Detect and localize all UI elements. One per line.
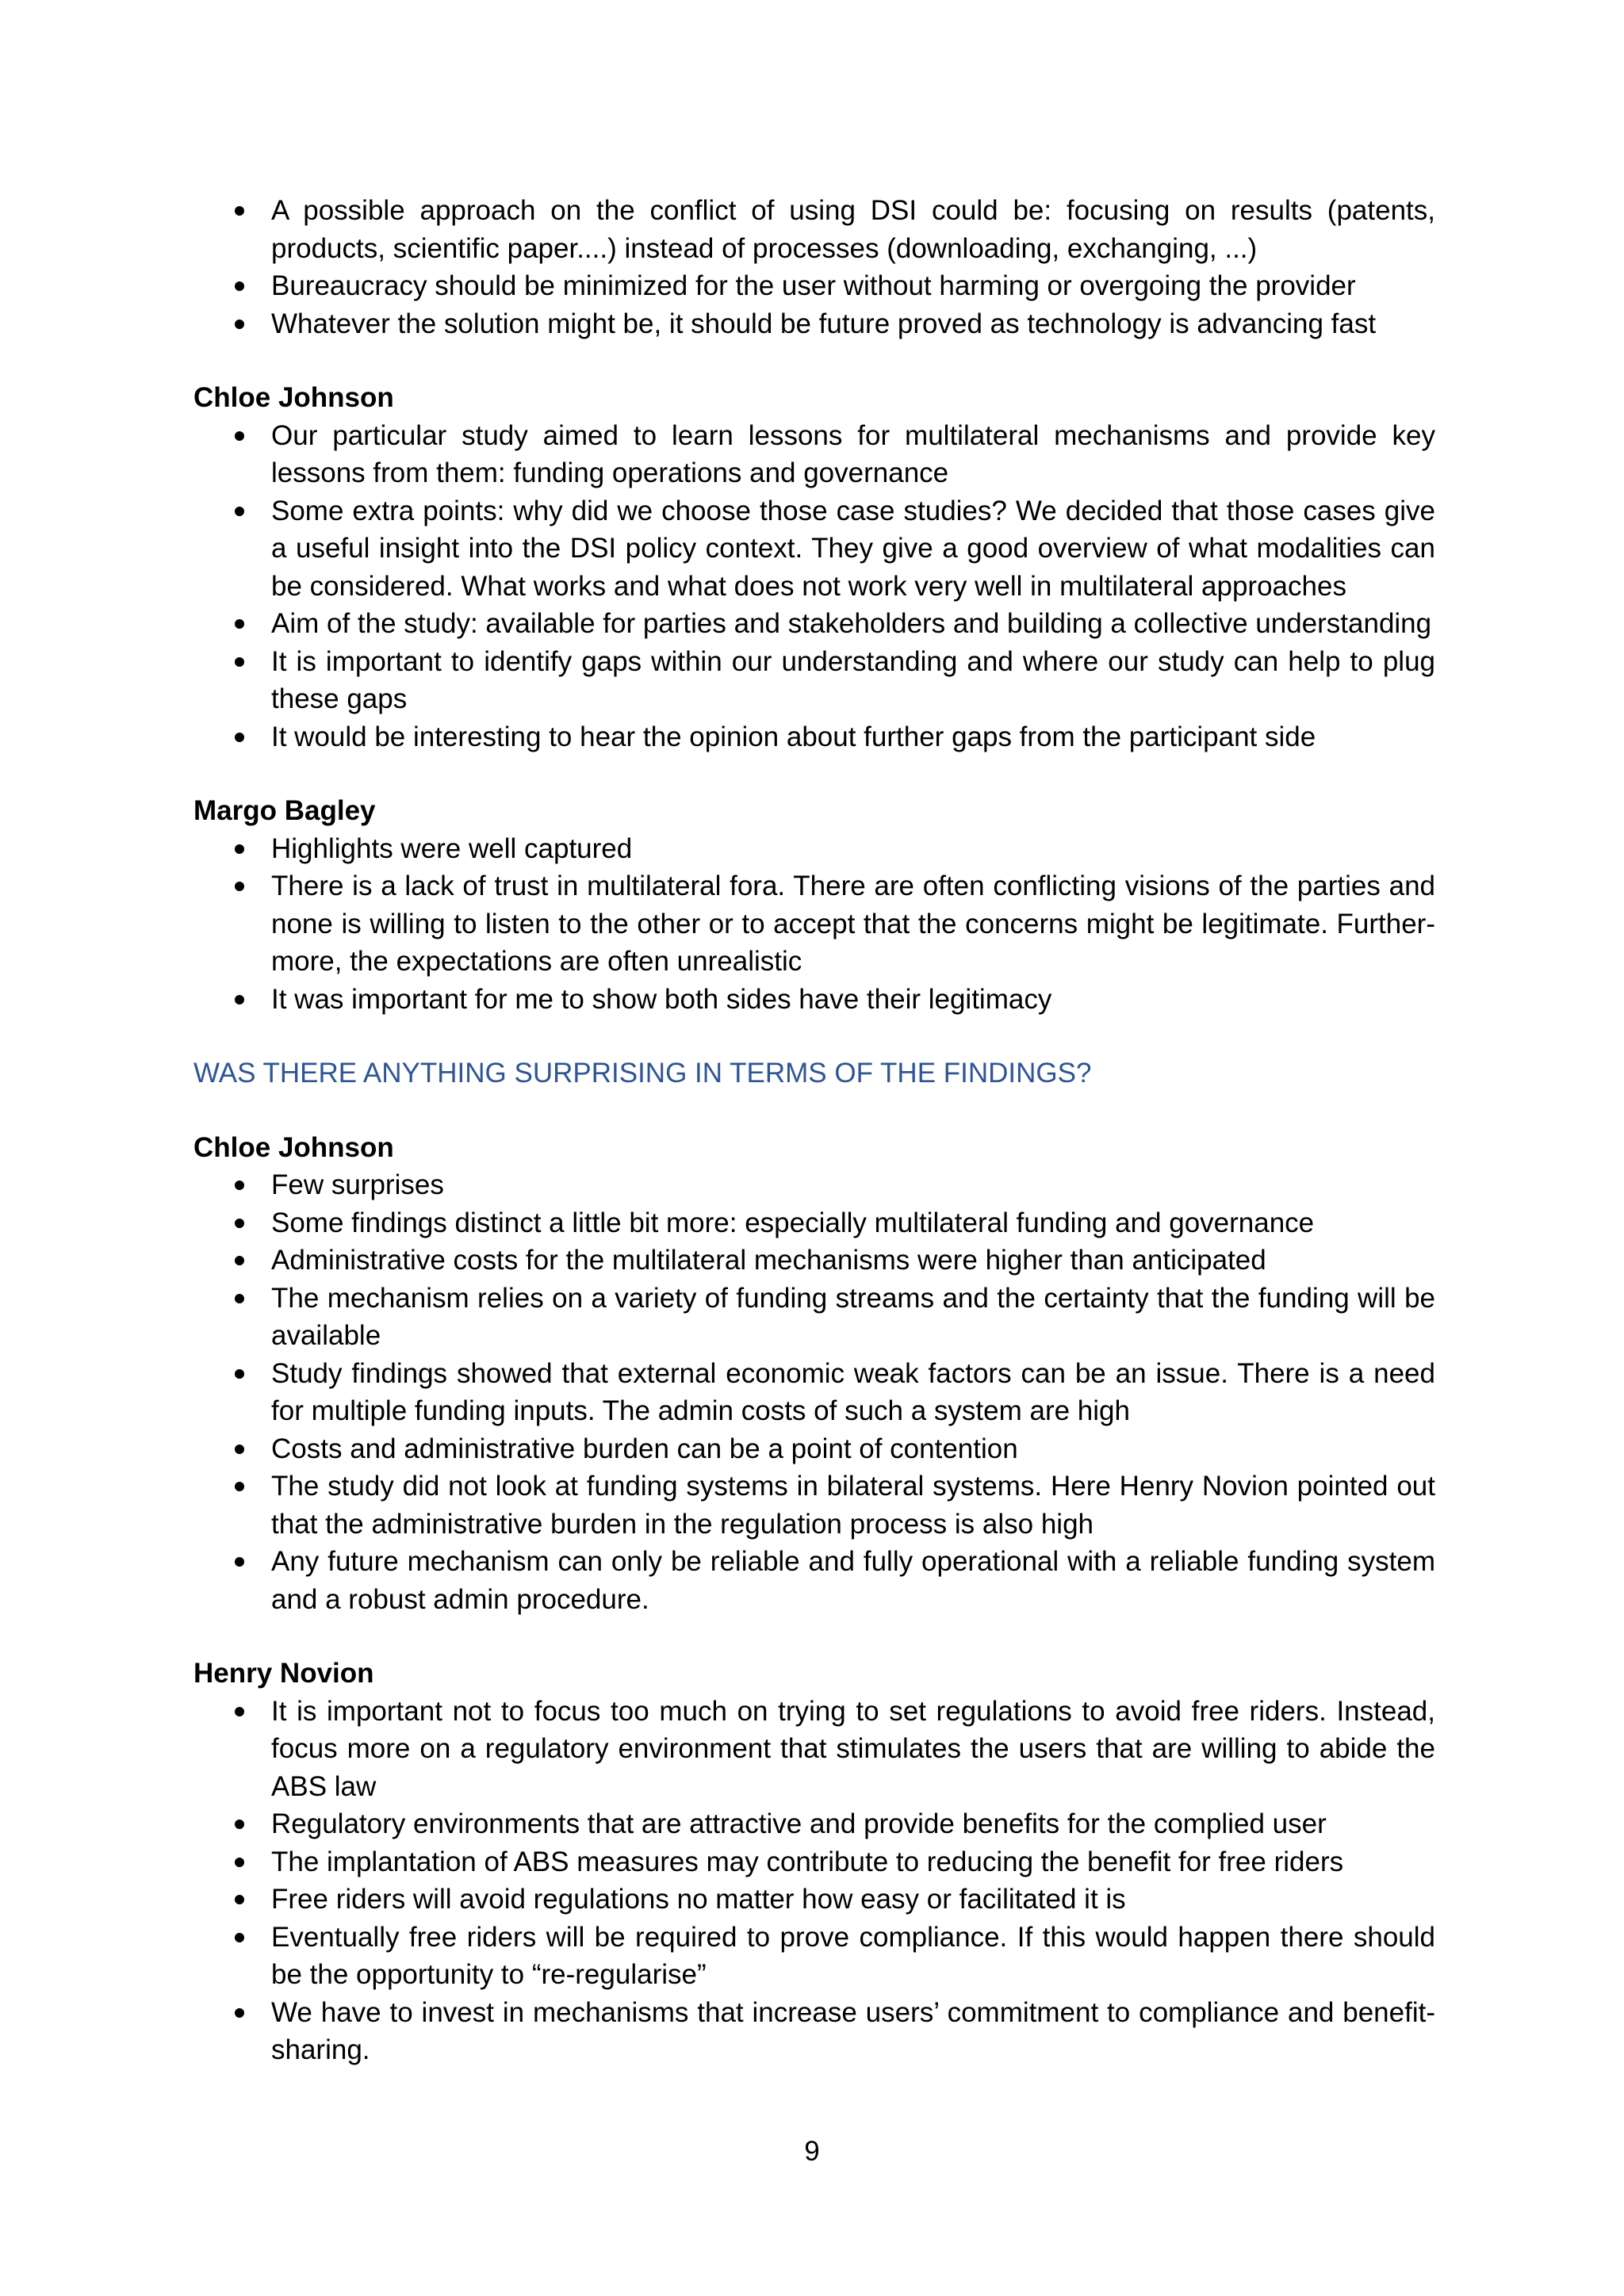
- list-item: Study findings showed that external economic weak factors can be an issue. There is a need for multiple funding inputs. The admin costs of such a system are high: [193, 1355, 1435, 1430]
- list-item: Aim of the study: available for parties and stakeholders and building a collective understanding: [193, 605, 1435, 643]
- bullet-list: [193, 1693, 1435, 2069]
- list-item: Eventually free riders will be required to prove compliance. If this would happen there should be the opportunity to “re-regularise”: [193, 1919, 1435, 1994]
- list-item: Free riders will avoid regulations no matter how easy or facilitated it is: [193, 1881, 1435, 1919]
- list-item: Some extra points: why did we choose those case studies? We decided that those cases give a useful insight into the DSI policy context. They give a good overview of what modalities can be considered. What works and what does not work very well in multilateral approaches: [193, 492, 1435, 606]
- list-item: There is a lack of trust in multilateral fora. There are often conflicting visions of the parties and none is willing to listen to the other or to accept that the concerns might be legitimate. Furthermore, the expectations are often unrealistic: [193, 867, 1435, 981]
- list-item: A possible approach on the conflict of using DSI could be: focusing on results (patents, products, scientific paper....) instead of processes (downloading, exchanging, ...): [193, 192, 1435, 267]
- list-item: We have to invest in mechanisms that increase users’ commitment to compliance and benefit-sharing.: [193, 1994, 1435, 2069]
- list-item: Costs and administrative burden can be a point of contention: [193, 1430, 1435, 1468]
- list-item: It was important for me to show both sides have their legitimacy: [193, 981, 1435, 1019]
- list-item: Bureaucracy should be minimized for the user without harming or overgoing the provider: [193, 267, 1435, 305]
- bullet-list: [193, 1166, 1435, 1618]
- list-item: Regulatory environments that are attractive and provide benefits for the complied user: [193, 1805, 1435, 1843]
- speaker-name: Chloe Johnson: [193, 382, 394, 413]
- list-item: It is important not to focus too much on trying to set regulations to avoid free riders. Instead, focus more on a regulatory environment that stimulates the users that are willing to abide the ABS law: [193, 1693, 1435, 1806]
- list-item: Our particular study aimed to learn lessons for multilateral mechanisms and provide key lessons from them: funding operations and governance: [193, 417, 1435, 492]
- list-item: The mechanism relies on a variety of funding streams and the certainty that the funding will be available: [193, 1280, 1435, 1355]
- list-item: Few surprises: [193, 1166, 1435, 1204]
- list-item: Whatever the solution might be, it should be future proved as technology is advancing fast: [193, 305, 1435, 343]
- list-item: Some findings distinct a little bit more: especially multilateral funding and governance: [193, 1204, 1435, 1242]
- intro-bullet-list: [193, 192, 1435, 342]
- document-page: [193, 192, 1435, 2069]
- speaker-name: Chloe Johnson: [193, 1131, 394, 1163]
- speaker-name: Margo Bagley: [193, 795, 376, 826]
- list-item: Administrative costs for the multilateral mechanisms were higher than anticipated: [193, 1242, 1435, 1280]
- list-item: It would be interesting to hear the opinion about further gaps from the participant side: [193, 718, 1435, 756]
- bullet-list: [193, 830, 1435, 1019]
- page-number: 9: [804, 2136, 820, 2167]
- list-item: The study did not look at funding systems in bilateral systems. Here Henry Novion pointed out that the administrative burden in the regulation process is also high: [193, 1468, 1435, 1543]
- list-item: It is important to identify gaps within our understanding and where our study can help to plug these gaps: [193, 643, 1435, 718]
- list-item: The implantation of ABS measures may contribute to reducing the benefit for free riders: [193, 1843, 1435, 1881]
- section-heading: WAS THERE ANYTHING SURPRISING IN TERMS OF THE FINDINGS?: [193, 1058, 1092, 1089]
- list-item: Highlights were well captured: [193, 830, 1435, 868]
- bullet-list: [193, 417, 1435, 756]
- list-item: Any future mechanism can only be reliable and fully operational with a reliable funding system and a robust admin procedure.: [193, 1543, 1435, 1618]
- speaker-name: Henry Novion: [193, 1658, 374, 1689]
